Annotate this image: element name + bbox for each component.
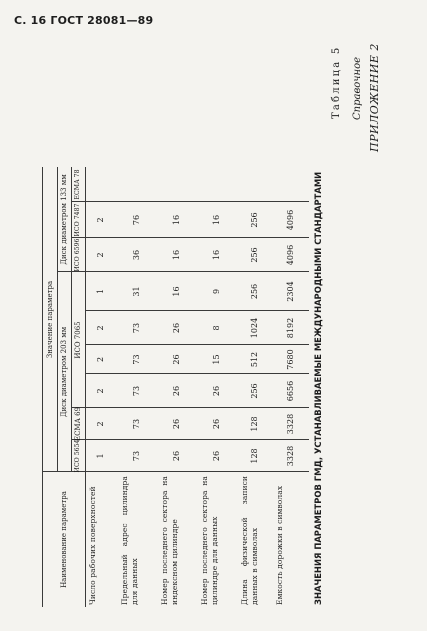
table-cell: 2 — [96, 421, 105, 427]
table-cell: 8192 — [285, 317, 295, 339]
table-cell: 1 — [96, 288, 105, 295]
standard-header: ИСО 6596 — [74, 238, 81, 272]
table-cell: 3328 — [285, 445, 295, 467]
standard-header: ИСО 7487 — [74, 203, 81, 237]
standard-header: ЕСМА 69 — [74, 406, 82, 442]
table-cell: 8 — [212, 325, 221, 331]
row-label: Емкость дорожки в символах — [275, 485, 284, 605]
table-cell: 7680 — [285, 349, 295, 370]
table-cell: 26 — [172, 385, 181, 397]
table-cell: 26 — [172, 450, 181, 462]
parameters-table — [34, 22, 309, 607]
table-cell: 128 — [249, 416, 259, 432]
table-cell: 2 — [96, 217, 105, 223]
table-cell: 26 — [172, 322, 181, 334]
table-cell: 31 — [132, 286, 141, 297]
param-header: Наименование параметра — [59, 491, 68, 588]
table-cell: 128 — [249, 448, 259, 464]
table-cell: 16 — [212, 249, 221, 261]
table-cell: 1024 — [249, 317, 259, 339]
table-cell: 9 — [212, 288, 221, 295]
appendix-kind: Справочное — [352, 56, 363, 120]
table-cell: 16 — [172, 249, 181, 261]
table-caption: ЗНАЧЕНИЯ ПАРАМЕТРОВ ГМД, УСТАНАВЛИВАЕМЫЕ МЕЖДУНАРОДНЫМИ СТАНДАРТАМИ — [313, 171, 323, 605]
table-cell: 256 — [249, 283, 259, 300]
table-cell: 4096 — [285, 209, 295, 231]
table-cell: 2 — [96, 252, 105, 258]
row-label: Предельный адрес цилиндра для данных — [120, 476, 139, 605]
group-header-133: Диск диаметром 133 мм — [60, 174, 68, 265]
table-cell: 16 — [172, 286, 181, 297]
row-label: Номер последнего сектора на индексном цилиндре — [160, 476, 179, 605]
table-cell: 26 — [172, 418, 181, 430]
table-cell: 1 — [96, 453, 105, 459]
standard-header: ИСО 7065 — [74, 321, 82, 359]
table-label: Таблица 5 — [331, 45, 342, 119]
table-cell: 256 — [249, 383, 259, 399]
table-cell: 15 — [212, 354, 221, 365]
table-cell: 36 — [132, 249, 141, 261]
table-cell: 73 — [132, 322, 141, 334]
table-cell: 73 — [132, 385, 141, 397]
row-label: Длина физической записи данных в символах — [240, 476, 259, 605]
table-cell: 76 — [132, 214, 141, 226]
standard-header: ИСО 5654 — [74, 439, 81, 473]
table-cell: 2 — [96, 325, 105, 331]
group-header-203: Диск диаметром 203 мм — [60, 326, 68, 418]
table-cell: 2 — [96, 388, 105, 394]
row-label: Номер последнего сектора на цилиндре для данных — [200, 476, 219, 605]
table-cell: 73 — [132, 450, 141, 462]
standard-header: ЕСМА 78 — [74, 169, 81, 200]
table-cell: 4096 — [285, 244, 295, 266]
table-cell: 26 — [212, 385, 221, 397]
table-cell: 3328 — [285, 413, 295, 435]
table-cell: 256 — [249, 247, 259, 263]
row-label: Число рабочих поверхностей — [88, 486, 97, 605]
table-cell: 73 — [132, 418, 141, 430]
table-cell: 26 — [172, 354, 181, 365]
table-cell: 73 — [132, 354, 141, 365]
appendix-title: ПРИЛОЖЕНИЕ 2 — [368, 43, 381, 152]
page-header: С. 16 ГОСТ 28081—89 — [14, 14, 154, 27]
table-cell: 2 — [96, 356, 105, 363]
table-cell: 26 — [212, 418, 221, 430]
table-cell: 16 — [172, 214, 181, 226]
table-cell: 26 — [212, 450, 221, 462]
table-cell: 6656 — [285, 380, 295, 402]
table-cell: 2304 — [285, 281, 295, 302]
table-cell: 512 — [249, 351, 259, 368]
table-cell: 16 — [212, 214, 221, 226]
rotated-page — [34, 22, 394, 607]
table-cell: 256 — [249, 212, 259, 228]
values-header: Значение параметра — [45, 280, 54, 359]
